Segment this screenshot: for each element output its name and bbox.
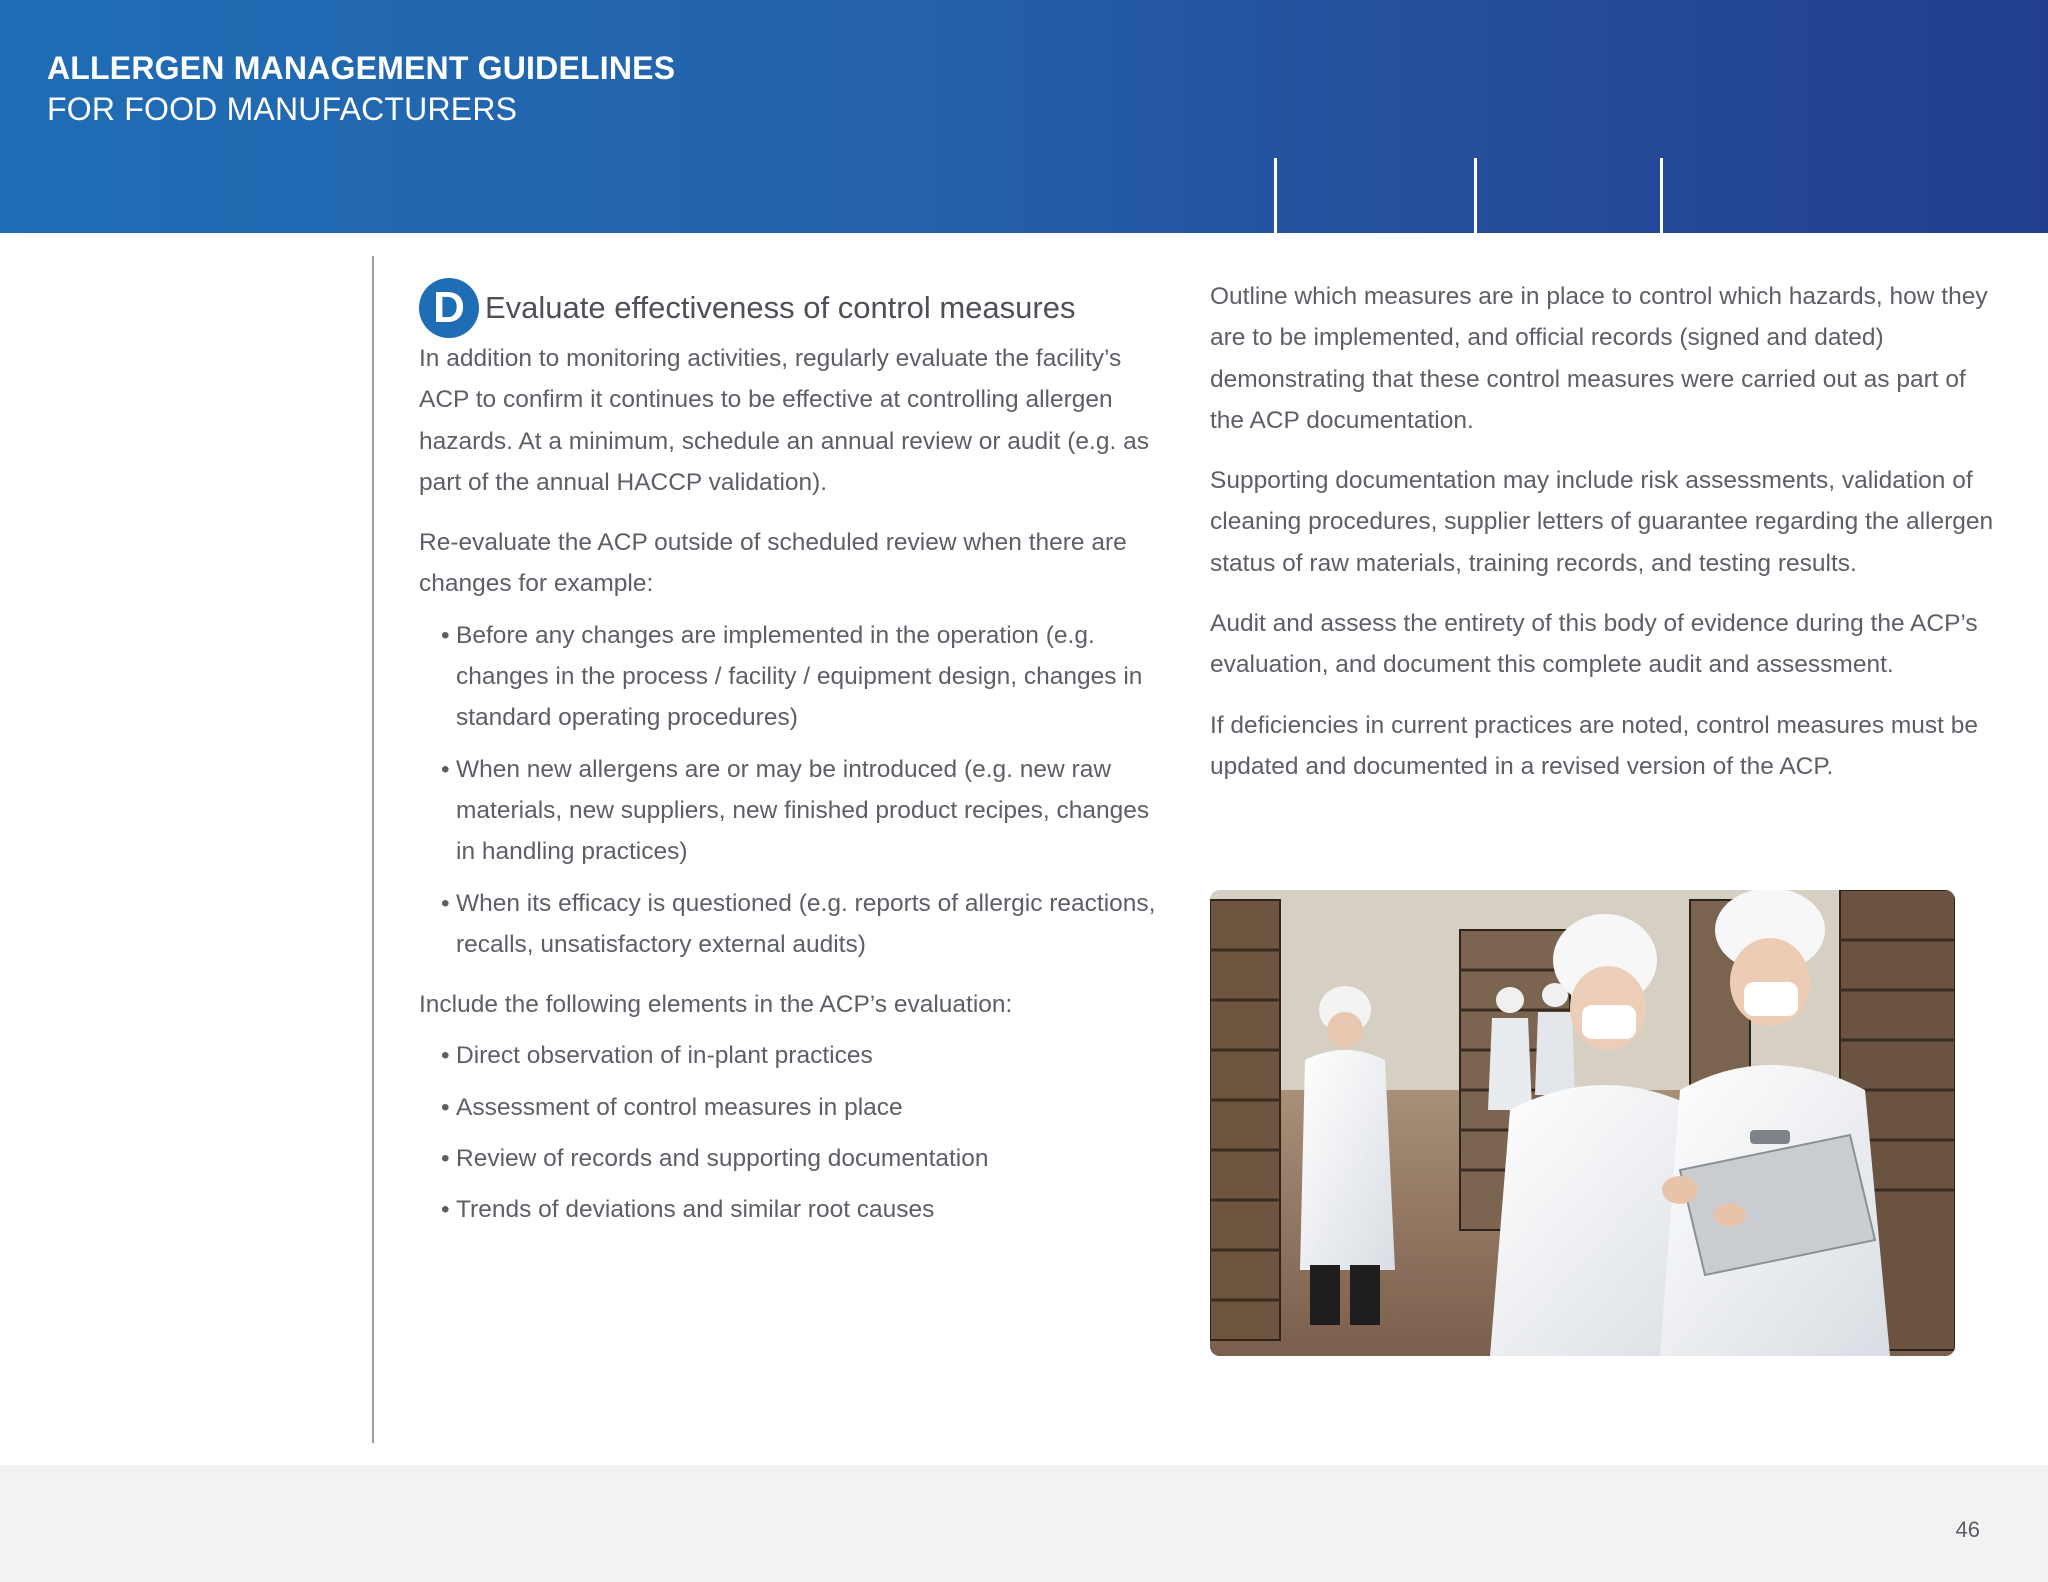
header-divider-tick (1274, 158, 1277, 233)
list-item: • When its efficacy is questioned (e.g. reports of allergic reactions, recalls, unsatisfactory external audits) (441, 889, 1156, 958)
list-item: • Before any changes are implemented in the operation (e.g. changes in the process / facility / equipment design, changes in standard operating procedures) (441, 621, 1143, 732)
section-heading (419, 276, 1159, 339)
header-divider-tick (1660, 158, 1663, 233)
supporting-docs-paragraph: Supporting documentation may include risk assessments, validation of cleaning procedures, supplier letters of guarantee regarding the allergen status of raw materials, training records, and testing results. (1210, 467, 1994, 577)
deficiencies-paragraph: If deficiencies in current practices are noted, control measures must be updated and documented in a revised version of the ACP. (1210, 711, 1979, 780)
list-item: • Direct observation of in-plant practices (441, 1042, 873, 1070)
elements-intro: Include the following elements in the ACP’s evaluation: (419, 991, 1013, 1019)
document-title: ALLERGEN MANAGEMENT GUIDELINES (47, 50, 676, 86)
footer-band (0, 1465, 2048, 1582)
elements-list (419, 1035, 1159, 1230)
header-divider-tick (1474, 158, 1477, 233)
list-item: • Trends of deviations and similar root causes (441, 1196, 935, 1224)
changes-list (419, 615, 1159, 965)
list-item: • Review of records and supporting documentation (441, 1145, 989, 1173)
intro-paragraph: In addition to monitoring activities, regularly evaluate the facility’s ACP to confirm it continues to be effective at controlling allergen hazards. At a minimum, schedule an annual review or audit (e.g. as part of the annual HACCP validation). (419, 345, 1149, 496)
documentation-paragraph: Outline which measures are in place to control which hazards, how they are to be implemented, and official records (signed and dated) demonstrating that these control measures were carried out as part of the ACP documentation. (1210, 283, 1988, 434)
audit-paragraph: Audit and assess the entirety of this body of evidence during the ACP’s evaluation, and document this complete audit and assessment. (1210, 610, 1978, 679)
document-subtitle: FOR FOOD MANUFACTURERS (47, 91, 518, 127)
reevaluate-paragraph: Re-evaluate the ACP outside of scheduled review when there are changes for example: (419, 529, 1127, 598)
header-banner (0, 0, 2048, 233)
left-column (419, 276, 1159, 1231)
list-item: • Assessment of control measures in place (441, 1093, 903, 1121)
section-badge: D (419, 278, 479, 338)
list-item: • When new allergens are or may be introduced (e.g. new raw materials, new suppliers, new finished product recipes, changes in handling practices) (441, 755, 1150, 866)
page-number: 46 (1955, 1517, 1980, 1542)
column-divider (372, 256, 374, 1443)
workers-photo (1210, 890, 1955, 1356)
right-column (1210, 276, 2000, 787)
section-title: Evaluate effectiveness of control measures (485, 289, 1076, 325)
